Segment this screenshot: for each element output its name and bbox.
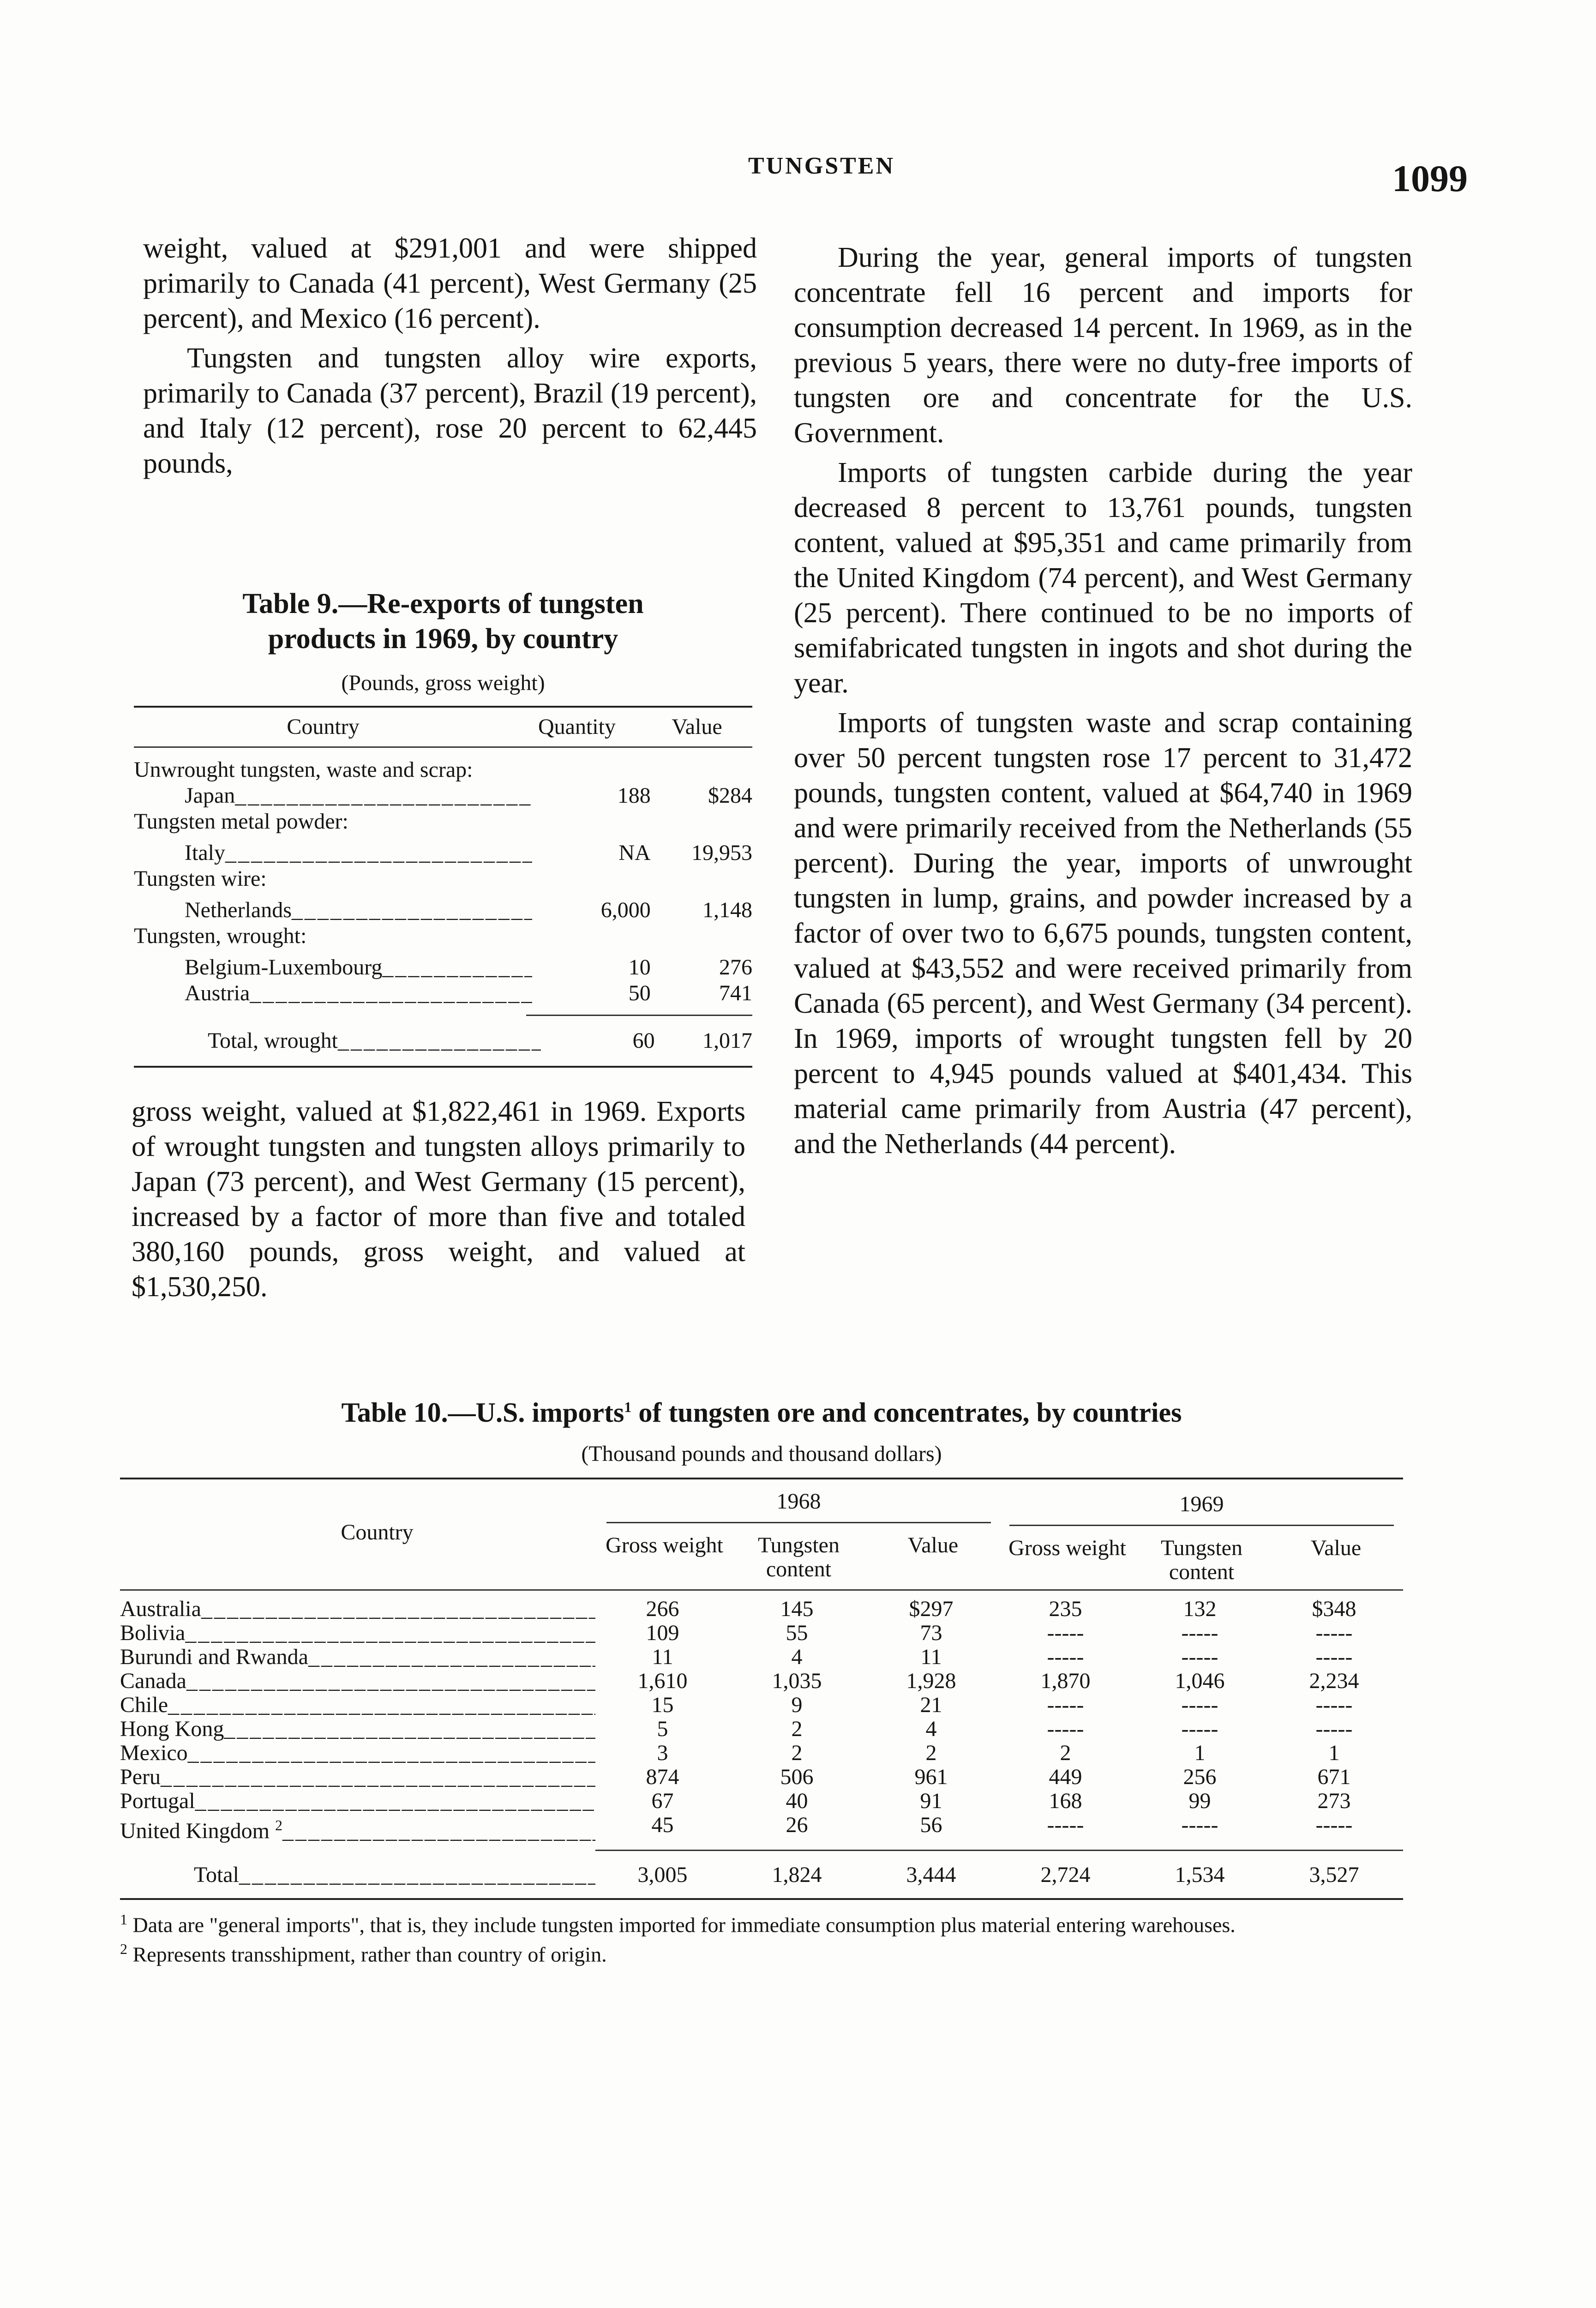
paragraph: Tungsten and tungsten alloy wire exports, primarily to Canada (37 percent), Brazil (19 percent), and Italy (12 percent), rose 20 percent to 62,445 pounds, xyxy=(143,343,757,479)
column-header: Country xyxy=(287,715,360,739)
footnote: $^2$ Represents transshipment, rather than country of origin. xyxy=(120,1941,607,1966)
table-body xyxy=(120,1591,1403,1843)
table-header: Country 1968 Gross weight Tungsten content Value 1969 Gross weight Tungsten content Value xyxy=(120,1479,1403,1586)
table-row: Belgium-Luxembourg _____ 10 276 xyxy=(134,955,752,980)
table-row: Tungsten, wrought: xyxy=(134,924,307,948)
table-title: Table 9.—Re-exports of tungsten products in 1969, by country xyxy=(242,588,644,655)
table-row: Australia _____ 266 145 $297 235 132 $348 xyxy=(120,1597,1403,1621)
table-total-row: Total _____ 3,005 1,824 3,444 2,724 1,534 3,527 xyxy=(120,1851,1403,1898)
table-row: Portugal _____ 67 40 91 168 99 273 xyxy=(120,1789,1403,1813)
table-row: Tungsten wire: xyxy=(134,866,267,891)
table-row: United Kingdom $^2$ _____ 45 26 56 ----- ----- ----- xyxy=(120,1813,1403,1843)
column-header: Value xyxy=(672,715,722,739)
column-header: Quantity xyxy=(538,715,616,739)
table-row: Tungsten metal powder: xyxy=(134,809,348,834)
table-row: Netherlands _____ 6,000 1,148 xyxy=(134,897,752,923)
table-subtitle: (Pounds, gross weight) xyxy=(341,671,545,695)
footnote: $^1$ Data are "general imports", that is, they include tungsten imported for immediate consumption plus material entering warehouses. xyxy=(120,1911,1236,1937)
table-row: Bolivia _____ 109 55 73 ----- ----- ----- xyxy=(120,1621,1403,1645)
table-row: Italy _____ NA 19,953 xyxy=(134,840,752,866)
paragraph: Imports of tungsten carbide during the year decreased 8 percent to 13,761 pounds, tungsten content, valued at $95,351 and came primarily from the United Kingdom (74 percent), and West Germany (25 percent). There continued to be no imports of semifabricated tungsten in ingots and shot during the year. xyxy=(794,457,1412,699)
table-row: Chile _____ 15 9 21 ----- ----- ----- xyxy=(120,1693,1403,1717)
table-row: Peru _____ 874 506 961 449 256 671 xyxy=(120,1765,1403,1789)
left-column-top xyxy=(143,231,757,481)
running-head: TUNGSTEN xyxy=(748,153,895,179)
year-header: 1968 xyxy=(776,1489,821,1514)
table-9 xyxy=(134,586,752,1068)
table-row: Canada _____ 1,610 1,035 1,928 1,870 1,046 2,234 xyxy=(120,1669,1403,1693)
table-row: Mexico _____ 3 2 2 2 1 1 xyxy=(120,1741,1403,1765)
table-row: Japan _____ 188 $284 xyxy=(134,783,752,809)
left-column-bottom xyxy=(132,1094,745,1304)
table-row: Unwrought tungsten, waste and scrap: xyxy=(134,757,473,782)
table-header-row xyxy=(134,708,752,746)
page-number: 1099 xyxy=(1392,157,1468,199)
table-10 xyxy=(120,1389,1403,1967)
paragraph: Imports of tungsten waste and scrap containing over 50 percent tungsten rose 17 percent to 31,472 pounds, tungsten content, valued at $64,740 in 1969 and were primarily received from the Netherlands (55 percent). During the year, imports of unwrought tungsten in lump, grains, and powder increased by a factor of over two to 6,675 pounds, tungsten content, valued at $43,552 and were received primarily from Canada (65 percent), and West Germany (34 percent). In 1969, imports of wrought tungsten fell by 20 percent to 4,945 pounds valued at $401,434. This material came primarily from Austria (47 percent), and the Netherlands (44 percent). xyxy=(794,707,1412,1160)
table-row: Hong Kong _____ 5 2 4 ----- ----- ----- xyxy=(120,1717,1403,1741)
table-row: Austria _____ 50 741 xyxy=(134,980,752,1006)
table-subtitle: (Thousand pounds and thousand dollars) xyxy=(581,1442,942,1466)
column-header: Country xyxy=(341,1520,414,1545)
right-column xyxy=(794,240,1412,1161)
table-row: Burundi and Rwanda _____ 11 4 11 ----- ----- ----- xyxy=(120,1645,1403,1669)
year-header: 1969 xyxy=(1179,1492,1224,1516)
table-total-row: Total, wrought _____ 60 1,017 xyxy=(134,1016,752,1066)
paragraph: weight, valued at $291,001 and were shipped primarily to Canada (41 percent), West Germany (25 percent), and Mexico (16 percent). xyxy=(143,233,757,334)
table-title: Table 10.—U.S. imports$^1$ of tungsten ore and concentrates, by countries xyxy=(341,1397,1182,1428)
paragraph: During the year, general imports of tungsten concentrate fell 16 percent and imports for consumption decreased 14 percent. In 1969, as in the previous 5 years, there were no duty-free imports of tungsten ore and concentrate for the U.S. Government. xyxy=(794,242,1412,449)
paragraph: gross weight, valued at $1,822,461 in 1969. Exports of wrought tungsten and tungsten alloys primarily to Japan (73 percent), and West Germany (15 percent), increased by a factor of more than five and totaled 380,160 pounds, gross weight, and valued at $1,530,250. xyxy=(132,1096,745,1303)
